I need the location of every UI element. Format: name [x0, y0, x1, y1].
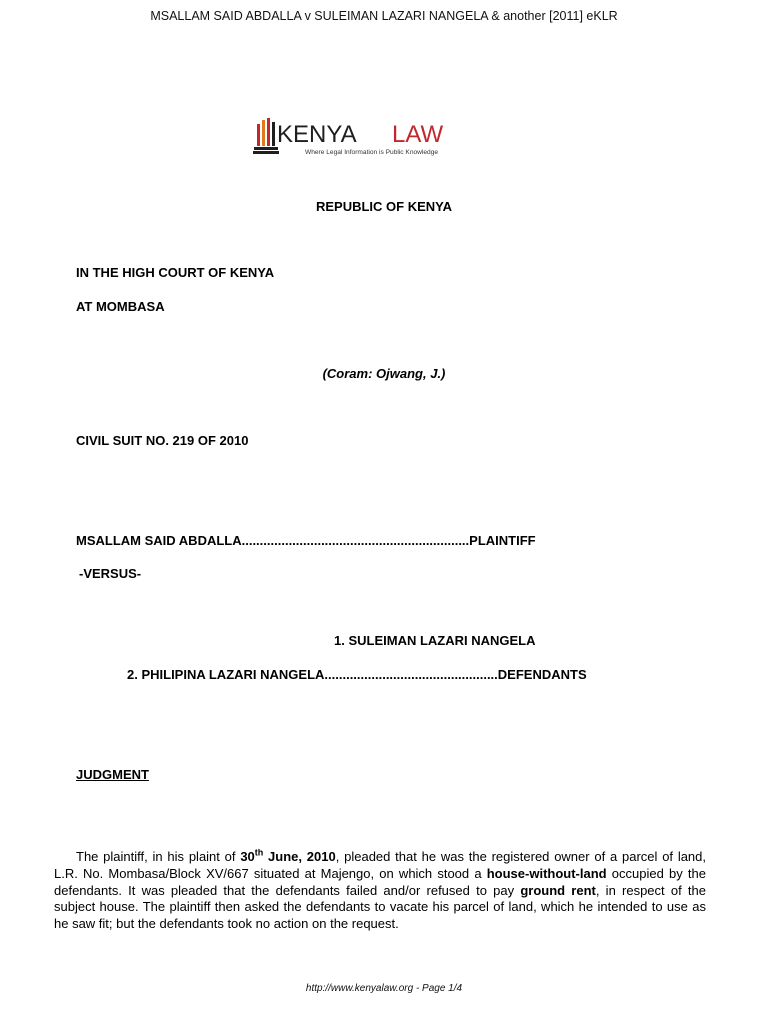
defendant-1-line: 1. SULEIMAN LAZARI NANGELA [334, 633, 536, 648]
para-date [240, 849, 335, 864]
court-location: AT MOMBASA [76, 299, 165, 314]
para-text-3: occupied by the defendants. It was pleaded that the defendants failed and/or refused to pay [54, 865, 706, 898]
republic-heading: REPUBLIC OF KENYA [315, 199, 453, 214]
coram-line: (Coram: Ojwang, J.) [322, 366, 446, 381]
versus-line: -VERSUS- [79, 566, 142, 581]
page-footer: http://www.kenyalaw.org - Page 1/4 [305, 983, 463, 994]
logo-graphic [253, 117, 465, 157]
para-date-sup: th [254, 847, 264, 858]
para-date-day: 30 [240, 849, 255, 864]
logo-tagline: Where Legal Information is Public Knowledge [305, 149, 439, 156]
judgment-heading: JUDGMENT [76, 767, 149, 782]
logo-kenya-text: KENYA [277, 121, 357, 148]
para-date-rest: June, 2010 [263, 849, 336, 864]
para-text-1: The plaintiff, in his plaint of [76, 849, 241, 864]
logo-law-text: LAW [392, 121, 444, 148]
para-text-4: , in respect of the subject house. The plaintiff then asked the defendants to vacate his parcel of land, which he intended to use as he saw fit; but the defendants took no action on the request. [54, 882, 706, 932]
court-heading: IN THE HIGH COURT OF KENYA [76, 265, 275, 280]
defendant-2-line: 2. PHILIPINA LAZARI NANGELA................................................DEFENDANTS [127, 667, 587, 682]
page-header: MSALLAM SAID ABDALLA v SULEIMAN LAZARI NANGELA & another [2011] eKLR [150, 9, 618, 23]
judgment-paragraph [54, 849, 706, 933]
suit-number: CIVIL SUIT NO. 219 OF 2010 [76, 433, 249, 448]
kenya-law-logo [253, 117, 465, 157]
para-bold-2: ground rent [520, 882, 596, 898]
para-text-2: , pleaded that he was the registered owner of a parcel of land, L.R. No. Mombasa/Block XV/667 situated at Majengo, on which stood a [54, 849, 707, 881]
pillar-icon [253, 118, 279, 154]
plaintiff-line: MSALLAM SAID ABDALLA...............................................................PLAINTIFF [76, 533, 536, 548]
para-bold-1: house-without-land [486, 865, 607, 881]
